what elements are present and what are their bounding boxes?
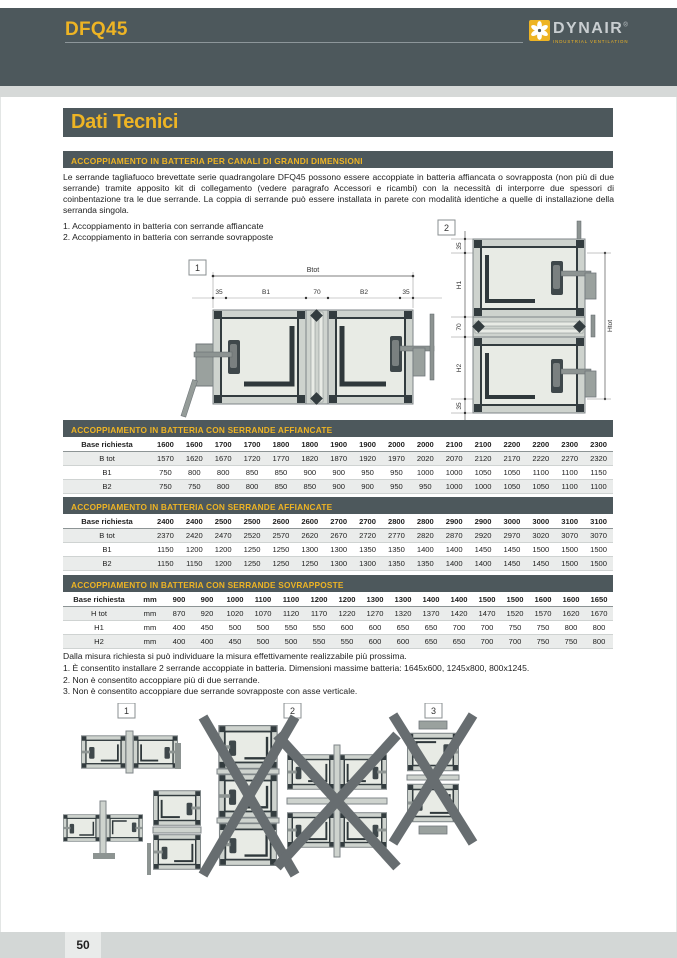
footer-bar: [0, 932, 677, 958]
dim-h2-label: H2: [456, 363, 463, 373]
table-cell: 2220: [526, 452, 555, 466]
dim-b2-label: B2: [359, 289, 369, 296]
table-header-cell: 1900: [324, 437, 353, 452]
table-cell: 800: [585, 621, 613, 635]
table-cell: 750: [529, 635, 557, 649]
table-title: ACCOPPIAMENTO IN BATTERIA CON SERRANDE AFFIANCATE: [71, 502, 333, 512]
svg-text:2: 2: [289, 706, 296, 716]
table-row: [63, 621, 613, 635]
diagram-badge-1: [189, 260, 206, 275]
table-header-cell: 2700: [353, 514, 382, 529]
table-header-cell: 2000: [411, 437, 440, 452]
table-cell: 3070: [584, 529, 613, 543]
table-cell: 1670: [209, 452, 238, 466]
table-header-cell: 1500: [501, 592, 529, 607]
table-cell: 600: [333, 621, 361, 635]
table-header-cell: 900: [193, 592, 221, 607]
table-cell: 2770: [382, 529, 411, 543]
table-cell: 2070: [440, 452, 469, 466]
table-cell: 1820: [295, 452, 324, 466]
damper-module-left: [194, 310, 306, 404]
table-row: [63, 635, 613, 649]
table-cell: 850: [238, 466, 267, 480]
table-affiancate-2: [63, 514, 613, 571]
table-cell: 2420: [180, 529, 209, 543]
table-cell: 1320: [389, 607, 417, 621]
table-header-cell: 2900: [440, 514, 469, 529]
diagram-badge-2: [438, 220, 455, 235]
dim-35-top-label: 35: [456, 242, 463, 250]
table-cell: 1570: [529, 607, 557, 621]
table-header-cell: 2100: [469, 437, 498, 452]
table-cell: mm: [135, 621, 165, 635]
row-label: H1: [63, 621, 135, 635]
dim-h1-label: H1: [456, 280, 463, 290]
table-cell: 2620: [295, 529, 324, 543]
table-cell: 400: [193, 635, 221, 649]
table-row: [63, 607, 613, 621]
table-row: [63, 466, 613, 480]
table-affiancate-1: [63, 437, 613, 494]
table-header-cell: 1000: [221, 592, 249, 607]
table-header-cell: 1100: [249, 592, 277, 607]
table-header-cell: 2800: [411, 514, 440, 529]
table-cell: 1220: [333, 607, 361, 621]
note-line: Dalla misura richiesta si può individuare la misura effettivamente realizzabile più prossima.: [63, 651, 407, 661]
table-cell: 950: [411, 480, 440, 494]
brand-name: DYNAIR: [553, 20, 624, 37]
configuration-list-item: 1. Accoppiamento in batteria con serrande affiancate: [63, 221, 264, 231]
table-cell: 1300: [324, 557, 353, 571]
table-header-cell: 1650: [585, 592, 613, 607]
table-cell: 500: [249, 635, 277, 649]
table-header-cell: mm: [135, 592, 165, 607]
diagram-serrande-sovrapposte: [435, 215, 625, 425]
table-cell: 1150: [151, 543, 180, 557]
table-cell: 1100: [526, 466, 555, 480]
table-header-cell: 1300: [361, 592, 389, 607]
table-row: [63, 452, 613, 466]
table-cell: 1500: [555, 557, 584, 571]
table-block-sovrapposte: [63, 575, 613, 649]
allowed-config-pair-a: [81, 731, 181, 773]
table-cell: 700: [473, 635, 501, 649]
table-cell: 450: [193, 621, 221, 635]
table-cell: 1050: [498, 480, 527, 494]
table-block-affiancate-2: [63, 497, 613, 571]
allowed-config-stack-c: [147, 791, 201, 875]
section-title: Dati Tecnici: [71, 111, 179, 133]
table-cell: 1100: [555, 480, 584, 494]
table-cell: 500: [221, 621, 249, 635]
table-header-cell: 1400: [417, 592, 445, 607]
table-cell: 1450: [469, 543, 498, 557]
product-code: DFQ45: [65, 19, 128, 40]
table-cell: 1500: [555, 543, 584, 557]
table-header-cell: 1400: [445, 592, 473, 607]
damper-module-top: [473, 221, 596, 317]
table-cell: 1620: [557, 607, 585, 621]
table-cell: 1720: [238, 452, 267, 466]
diagram-serrande-affiancate: [180, 252, 465, 420]
table-header-cell: 2100: [440, 437, 469, 452]
row-label: B2: [63, 557, 151, 571]
table-header-cell: 1500: [473, 592, 501, 607]
table-title-bar: [63, 575, 613, 592]
table-cell: 750: [501, 621, 529, 635]
table-cell: 950: [382, 466, 411, 480]
table-cell: 1500: [584, 543, 613, 557]
table-cell: 1200: [180, 543, 209, 557]
table-header-cell: 1600: [557, 592, 585, 607]
configuration-list: [63, 221, 463, 242]
table-header-row: [63, 592, 613, 607]
row-label: B2: [63, 480, 151, 494]
table-cell: 2470: [209, 529, 238, 543]
page-number: 50: [65, 932, 101, 958]
row-label: H tot: [63, 607, 135, 621]
note-line: 1. È consentito installare 2 serrande accoppiate in batteria. Dimensioni massime batteria: 1645x600, 1245x800, 800x1245.: [63, 662, 530, 673]
left-lever: [181, 379, 197, 417]
table-cell: 550: [305, 635, 333, 649]
table-header-cell: 1200: [305, 592, 333, 607]
damper-module-right: [328, 310, 434, 404]
table-cell: 550: [277, 621, 305, 635]
table-cell: 1770: [267, 452, 296, 466]
note-line: 2. Non è consentito accoppiare più di due serrande.: [63, 674, 260, 685]
table-cell: 600: [389, 635, 417, 649]
table-cell: 1450: [526, 557, 555, 571]
section-title-bar: [63, 108, 613, 137]
table-cell: 2520: [238, 529, 267, 543]
svg-text:1: 1: [194, 263, 201, 273]
forbidden-config-grid4: [277, 735, 397, 867]
table-cell: 1450: [498, 543, 527, 557]
table-header-cell: 1600: [529, 592, 557, 607]
table-header-cell: Base richiesta: [63, 437, 151, 452]
table-cell: 600: [361, 635, 389, 649]
brand-logo: [529, 20, 628, 44]
table-cell: 450: [221, 635, 249, 649]
table-cell: 800: [180, 466, 209, 480]
table-header-cell: 2400: [180, 514, 209, 529]
table-cell: 900: [324, 466, 353, 480]
table-cell: 2970: [498, 529, 527, 543]
table-header-cell: 2500: [209, 514, 238, 529]
page-header-band: [0, 8, 677, 86]
table-cell: 1100: [555, 466, 584, 480]
dim-35-right-label: 35: [402, 289, 410, 296]
table-sovrapposte: [63, 592, 613, 649]
table-cell: 1200: [209, 543, 238, 557]
table-cell: 700: [501, 635, 529, 649]
row-label: B tot: [63, 529, 151, 543]
table-header-cell: 2800: [382, 514, 411, 529]
table-cell: 870: [165, 607, 193, 621]
table-title-bar: [63, 420, 613, 437]
table-header-cell: 900: [165, 592, 193, 607]
table-cell: 1250: [267, 543, 296, 557]
table-header-cell: 3100: [555, 514, 584, 529]
table-header-cell: 2700: [324, 514, 353, 529]
allowed-config-pair-b: [63, 801, 142, 859]
table-cell: 1400: [440, 557, 469, 571]
table-header-cell: 1800: [295, 437, 324, 452]
table-cell: 1400: [440, 543, 469, 557]
table-cell: 1350: [382, 557, 411, 571]
subsection-title-bar: [63, 151, 613, 168]
table-cell: 1250: [295, 557, 324, 571]
svg-text:2: 2: [443, 223, 450, 233]
configuration-list-item: 2. Accoppiamento in batteria con serrande sovrapposte: [63, 231, 274, 242]
table-cell: 1150: [584, 466, 613, 480]
table-cell: 2370: [151, 529, 180, 543]
subsection-title: ACCOPPIAMENTO IN BATTERIA PER CANALI DI GRANDI DIMENSIONI: [71, 156, 363, 166]
table-cell: 2320: [584, 452, 613, 466]
table-cell: 1450: [498, 557, 527, 571]
dim-b1-label: B1: [261, 289, 271, 296]
table-cell: 1920: [353, 452, 382, 466]
table-cell: 1050: [526, 480, 555, 494]
table-cell: 2720: [353, 529, 382, 543]
table-cell: 750: [180, 480, 209, 494]
dim-70-label: 70: [313, 289, 321, 296]
table-cell: 1970: [382, 452, 411, 466]
table-cell: 1000: [440, 466, 469, 480]
table-row: [63, 543, 613, 557]
table-cell: 1620: [180, 452, 209, 466]
table-header-cell: 2400: [151, 514, 180, 529]
table-cell: 1250: [238, 543, 267, 557]
registered-mark: ®: [623, 22, 628, 29]
table-header-cell: 1200: [333, 592, 361, 607]
table-cell: 500: [277, 635, 305, 649]
table-cell: 550: [305, 621, 333, 635]
table-cell: 1420: [445, 607, 473, 621]
table-header-cell: 2000: [382, 437, 411, 452]
header-divider: [65, 42, 523, 43]
table-cell: 1500: [584, 557, 613, 571]
table-cell: 900: [353, 480, 382, 494]
table-cell: 1670: [585, 607, 613, 621]
intro-paragraph: Le serrande tagliafuoco brevettate serie quadrangolare DFQ45 possono essere accoppiate in batteria affiancata o sovrapposta (non più di due serrande) tramite apposito kit di collegamento (vedere paragrafo Accessori e ricambi) con la necessità di interporre due spessori di coinbentazione tra le due serrande. La coppia di serrande può essere installata in parete con modalità identiche a quelle di installazione della serranda singola.: [63, 172, 614, 215]
table-cell: 2670: [324, 529, 353, 543]
junction-bar: [472, 317, 586, 337]
table-cell: 700: [473, 621, 501, 635]
table-header-cell: 1700: [209, 437, 238, 452]
table-cell: 1050: [469, 466, 498, 480]
left-actuator-housing: [196, 344, 214, 386]
junction-bar: [306, 309, 328, 405]
table-cell: 400: [165, 621, 193, 635]
table-header-cell: 2200: [498, 437, 527, 452]
table-cell: 800: [557, 621, 585, 635]
table-cell: 1870: [324, 452, 353, 466]
note-line: 3. Non è consentito accoppiare due serrande sovrapposte con asse verticale.: [63, 686, 358, 697]
table-cell: 1020: [221, 607, 249, 621]
table-cell: 650: [417, 635, 445, 649]
table-header-cell: 2600: [295, 514, 324, 529]
table-header-row: [63, 437, 613, 452]
table-cell: 1350: [411, 557, 440, 571]
table-header-cell: 1600: [180, 437, 209, 452]
table-cell: 550: [333, 635, 361, 649]
brand-tagline: INDUSTRIAL VENTILATION: [553, 39, 629, 44]
table-title-bar: [63, 497, 613, 514]
table-header-cell: 2500: [238, 514, 267, 529]
table-cell: mm: [135, 607, 165, 621]
table-cell: 1070: [249, 607, 277, 621]
table-header-cell: 3000: [498, 514, 527, 529]
table-cell: 1150: [180, 557, 209, 571]
dim-70-label: 70: [456, 323, 463, 331]
table-cell: 2170: [498, 452, 527, 466]
table-cell: 3020: [526, 529, 555, 543]
table-cell: 750: [529, 621, 557, 635]
table-cell: 650: [417, 621, 445, 635]
table-row: [63, 480, 613, 494]
table-cell: 2020: [411, 452, 440, 466]
svg-text:1: 1: [123, 706, 130, 716]
table-cell: 2820: [411, 529, 440, 543]
forbidden-config-vertical-axis: [393, 715, 473, 843]
dim-35-left-label: 35: [215, 289, 223, 296]
table-cell: 1120: [277, 607, 305, 621]
table-header-cell: 2300: [555, 437, 584, 452]
table-header-cell: 1100: [277, 592, 305, 607]
table-cell: 800: [238, 480, 267, 494]
table-header-cell: 1700: [238, 437, 267, 452]
table-cell: 1000: [440, 480, 469, 494]
table-cell: 950: [353, 466, 382, 480]
table-cell: 3070: [555, 529, 584, 543]
table-cell: 1000: [411, 466, 440, 480]
table-row: [63, 557, 613, 571]
table-title: ACCOPPIAMENTO IN BATTERIA CON SERRANDE SOVRAPPOSTE: [71, 580, 344, 590]
table-cell: mm: [135, 635, 165, 649]
table-header-cell: 3100: [584, 514, 613, 529]
table-cell: 1000: [469, 480, 498, 494]
table-cell: 900: [295, 466, 324, 480]
bottom-badge-1: [118, 703, 135, 718]
table-cell: 800: [209, 466, 238, 480]
table-cell: 500: [249, 621, 277, 635]
table-cell: 750: [151, 480, 180, 494]
table-cell: 1350: [382, 543, 411, 557]
table-cell: 750: [151, 466, 180, 480]
row-label: B tot: [63, 452, 151, 466]
table-cell: 650: [389, 621, 417, 635]
dim-35-bottom-label: 35: [456, 402, 463, 410]
table-cell: 650: [445, 635, 473, 649]
table-cell: 1100: [584, 480, 613, 494]
table-header-cell: Base richiesta: [63, 592, 135, 607]
table-cell: 1170: [305, 607, 333, 621]
table-cell: 1270: [361, 607, 389, 621]
table-cell: 920: [193, 607, 221, 621]
table-row: [63, 529, 613, 543]
table-cell: 750: [557, 635, 585, 649]
notes-list: [63, 651, 614, 698]
table-header-row: [63, 514, 613, 529]
dim-htot-label: Htot: [607, 319, 614, 333]
table-cell: 2270: [555, 452, 584, 466]
dimension-btot-label: Btot: [306, 267, 320, 274]
table-header-cell: 2200: [526, 437, 555, 452]
table-cell: 800: [585, 635, 613, 649]
table-cell: 1300: [353, 557, 382, 571]
table-block-affiancate-1: [63, 420, 613, 494]
row-label: B1: [63, 466, 151, 480]
page-edge-left: [0, 97, 1, 932]
table-cell: 850: [295, 480, 324, 494]
diagram-configurations: [63, 703, 613, 880]
table-header-cell: 1900: [353, 437, 382, 452]
table-cell: 1400: [411, 543, 440, 557]
header-subband: [0, 86, 677, 97]
bottom-badge-3: [425, 703, 442, 718]
table-header-cell: Base richiesta: [63, 514, 151, 529]
table-cell: 1350: [353, 543, 382, 557]
table-cell: 1250: [238, 557, 267, 571]
table-header-cell: 3000: [526, 514, 555, 529]
table-cell: 1300: [295, 543, 324, 557]
table-header-cell: 1300: [389, 592, 417, 607]
table-cell: 850: [267, 480, 296, 494]
table-cell: 1520: [501, 607, 529, 621]
table-cell: 1300: [324, 543, 353, 557]
table-cell: 1200: [209, 557, 238, 571]
table-cell: 1500: [526, 543, 555, 557]
table-header-cell: 1800: [267, 437, 296, 452]
table-cell: 900: [324, 480, 353, 494]
table-header-cell: 2300: [584, 437, 613, 452]
table-title: ACCOPPIAMENTO IN BATTERIA CON SERRANDE AFFIANCATE: [71, 425, 333, 435]
row-label: H2: [63, 635, 135, 649]
table-cell: 2570: [267, 529, 296, 543]
table-cell: 800: [209, 480, 238, 494]
table-header-cell: 2900: [469, 514, 498, 529]
table-cell: 700: [445, 621, 473, 635]
table-cell: 600: [361, 621, 389, 635]
svg-text:3: 3: [430, 706, 437, 716]
table-cell: 2920: [469, 529, 498, 543]
table-cell: 400: [165, 635, 193, 649]
table-header-cell: 2600: [267, 514, 296, 529]
table-cell: 1050: [498, 466, 527, 480]
table-cell: 1400: [469, 557, 498, 571]
table-cell: 1150: [151, 557, 180, 571]
table-cell: 2120: [469, 452, 498, 466]
dynair-fan-icon: [529, 20, 550, 41]
table-cell: 1370: [417, 607, 445, 621]
table-cell: 1470: [473, 607, 501, 621]
table-cell: 1570: [151, 452, 180, 466]
table-cell: 850: [267, 466, 296, 480]
table-header-cell: 1600: [151, 437, 180, 452]
table-cell: 2870: [440, 529, 469, 543]
row-label: B1: [63, 543, 151, 557]
table-cell: 1250: [267, 557, 296, 571]
table-cell: 950: [382, 480, 411, 494]
